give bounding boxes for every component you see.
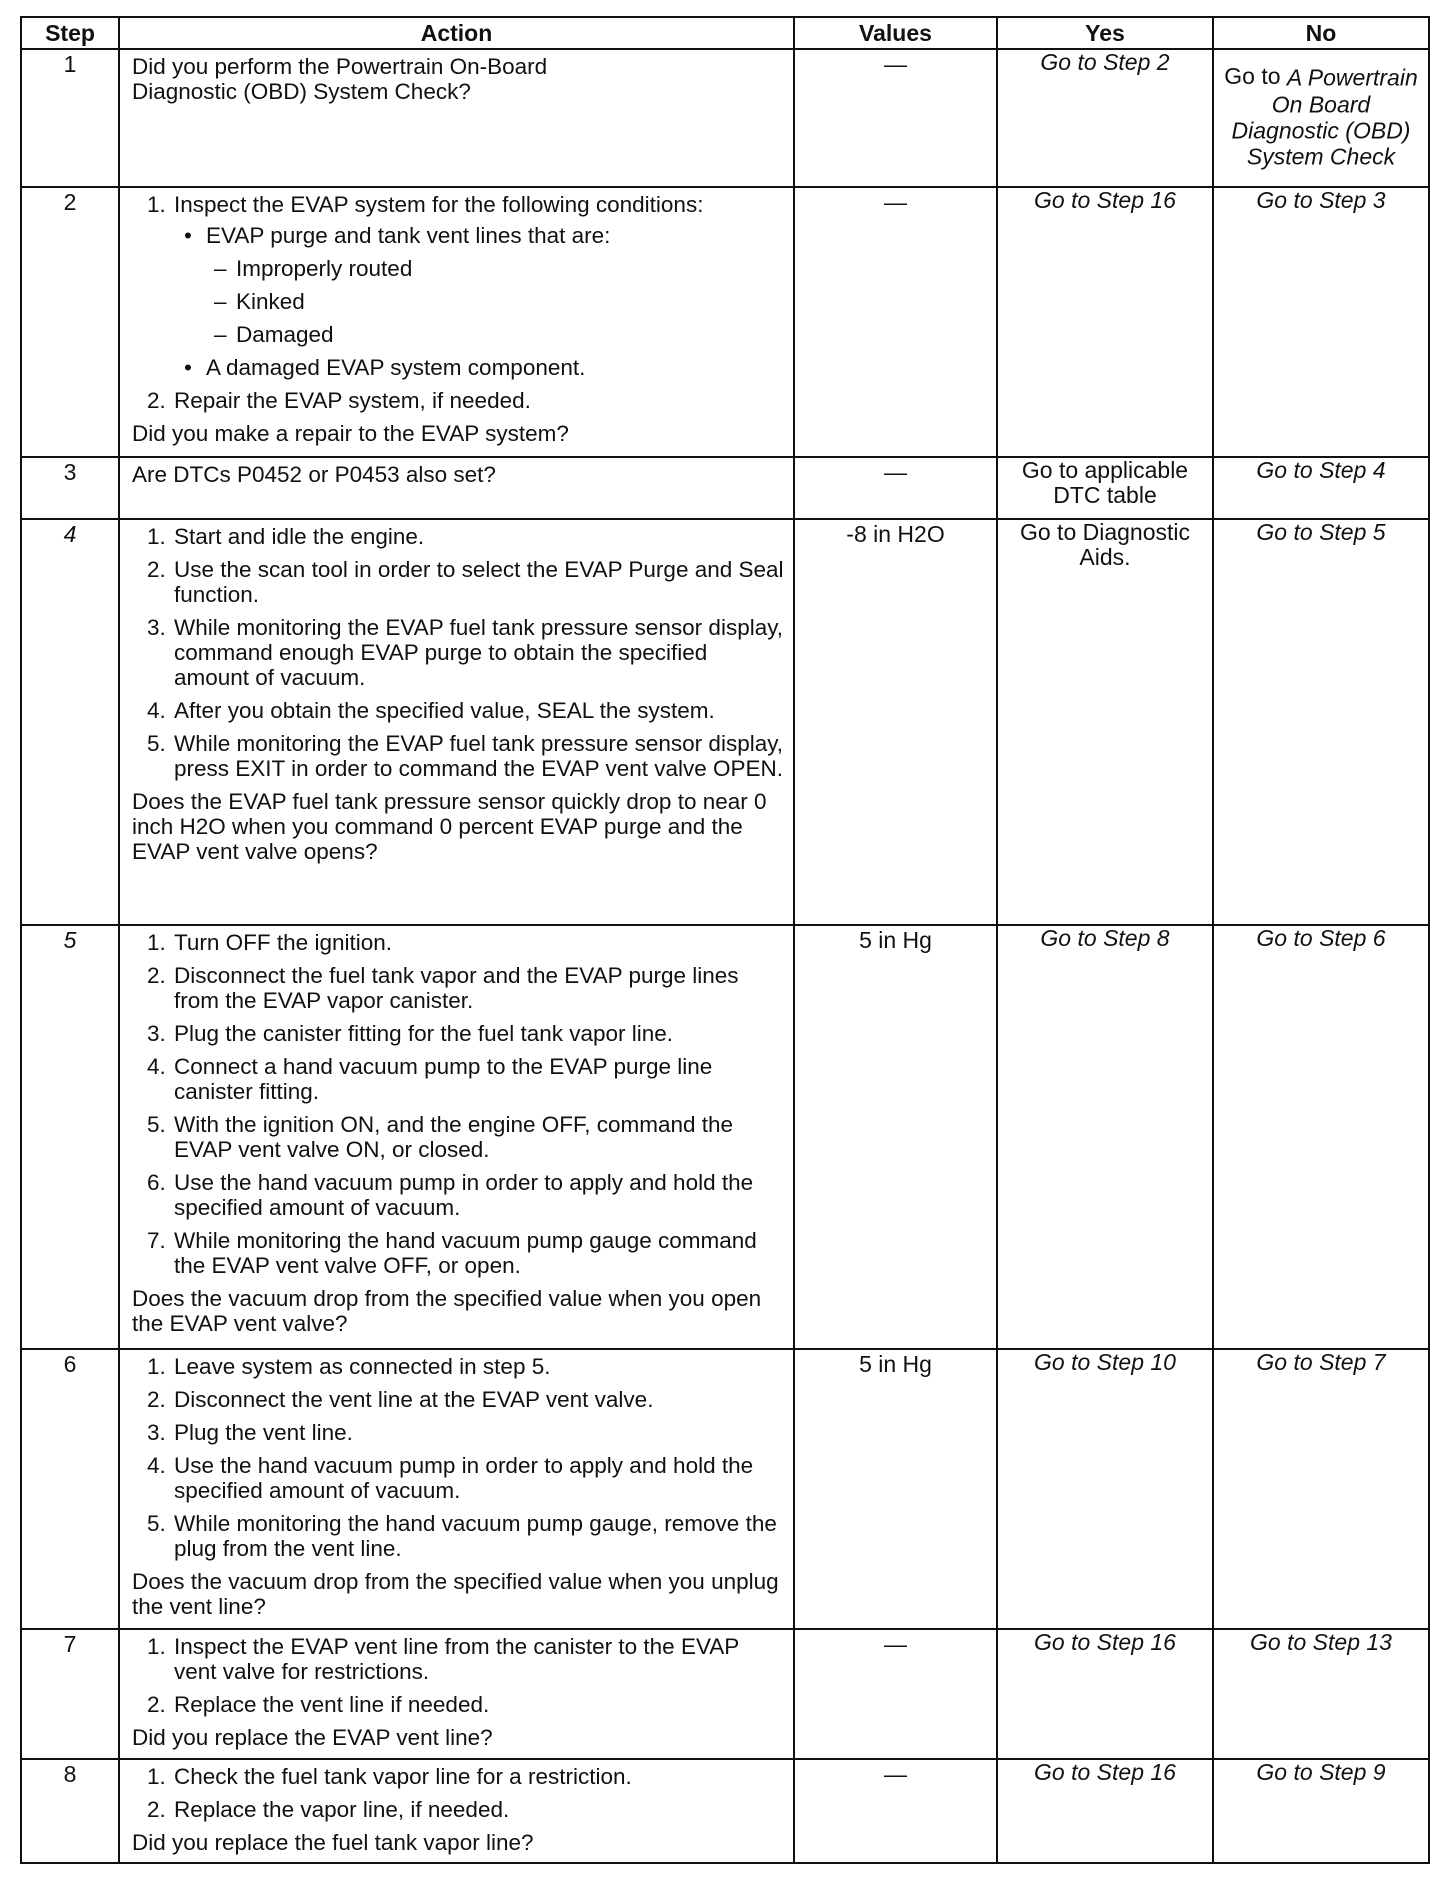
header-no: No — [1213, 17, 1429, 49]
header-yes: Yes — [997, 17, 1213, 49]
condition-item-text: EVAP purge and tank vent lines that are: — [206, 223, 611, 248]
yes-cell — [997, 519, 1213, 925]
value-cell: — — [794, 1759, 997, 1863]
value-cell: — — [794, 49, 997, 187]
action-item: 6. Use the hand vacuum pump in order to apply and hold the specified amount of vacuum. — [172, 1170, 787, 1220]
table-row-step-7 — [21, 1629, 1429, 1759]
action-cell — [119, 1349, 794, 1629]
action-question: Did you replace the fuel tank vapor line? — [132, 1830, 534, 1855]
action-question: Does the EVAP fuel tank pressure sensor quickly drop to near 0 inch H2O when you command 0 percent EVAP purge and the EVAP vent valve opens? — [132, 789, 767, 864]
action-item: 1. Turn OFF the ignition. — [172, 930, 787, 955]
action-item: 4. Connect a hand vacuum pump to the EVAP purge line canister fitting. — [172, 1054, 787, 1104]
action-item: 2. Replace the vapor line, if needed. — [172, 1797, 787, 1822]
no-cell[interactable]: Go to Step 9 — [1213, 1759, 1429, 1863]
header-action: Action — [119, 17, 794, 49]
step-number: 7 — [21, 1629, 119, 1759]
step-number: 1 — [21, 49, 119, 187]
header-values: Values — [794, 17, 997, 49]
value-cell: 5 in Hg — [794, 1349, 997, 1629]
no-cell[interactable]: Go to Step 5 — [1213, 519, 1429, 925]
action-item: 1. Check the fuel tank vapor line for a restriction. — [172, 1764, 787, 1789]
action-item — [172, 192, 787, 380]
action-item: 2. Replace the vent line if needed. — [172, 1692, 787, 1717]
action-cell — [119, 1629, 794, 1759]
action-item: 3. While monitoring the EVAP fuel tank pressure sensor display, command enough EVAP purge to obtain the specified amount of vacuum. — [172, 615, 787, 690]
action-item: 5. While monitoring the EVAP fuel tank pressure sensor display, press EXIT in order to command the EVAP vent valve OPEN. — [172, 731, 787, 781]
action-item: 5. While monitoring the hand vacuum pump gauge, remove the plug from the vent line. — [172, 1511, 787, 1561]
yes-cell-text: Go to applicable DTC table — [1021, 457, 1189, 508]
step-number: 8 — [21, 1759, 119, 1863]
action-item: 2. Repair the EVAP system, if needed. — [172, 388, 787, 413]
sub-condition-item: – Improperly routed — [234, 256, 787, 281]
action-item-text: Inspect the EVAP system for the following conditions: — [174, 192, 704, 217]
no-cell-prefix: Go to — [1224, 63, 1281, 90]
header-step: Step — [21, 17, 119, 49]
yes-cell — [997, 457, 1213, 519]
value-cell: 5 in Hg — [794, 925, 997, 1349]
table-row-step-8 — [21, 1759, 1429, 1863]
table-row-step-5 — [21, 925, 1429, 1349]
action-question: Did you replace the EVAP vent line? — [132, 1725, 493, 1750]
action-item: 5. With the ignition ON, and the engine OFF, command the EVAP vent valve ON, or closed. — [172, 1112, 787, 1162]
action-question: Did you perform the Powertrain On-Board Diagnostic (OBD) System Check? — [132, 54, 548, 104]
step-number: 4 — [21, 519, 119, 925]
step-number: 6 — [21, 1349, 119, 1629]
yes-cell: Go to Step 2 — [997, 49, 1213, 187]
diagnostic-table — [20, 16, 1430, 1864]
diagnostic-table-sheet — [20, 16, 1428, 1864]
no-cell — [1213, 49, 1429, 187]
action-question: Does the vacuum drop from the specified value when you unplug the vent line? — [132, 1569, 779, 1619]
action-list — [132, 1634, 787, 1717]
action-item: 3. Plug the vent line. — [172, 1420, 787, 1445]
value-cell: — — [794, 1629, 997, 1759]
yes-cell[interactable]: Go to Step 16 — [997, 1759, 1213, 1863]
value-cell: -8 in H2O — [794, 519, 997, 925]
no-cell[interactable]: Go to Step 13 — [1213, 1629, 1429, 1759]
action-item: 2. Disconnect the fuel tank vapor and the EVAP purge lines from the EVAP vapor canister. — [172, 963, 787, 1013]
action-item: 4. Use the hand vacuum pump in order to apply and hold the specified amount of vacuum. — [172, 1453, 787, 1503]
yes-cell[interactable]: Go to Step 10 — [997, 1349, 1213, 1629]
condition-item: • A damaged EVAP system component. — [204, 355, 787, 380]
action-list — [132, 1764, 787, 1822]
action-cell — [119, 187, 794, 457]
action-cell — [119, 457, 794, 519]
sub-condition-list — [206, 256, 787, 347]
table-row-step-2 — [21, 187, 1429, 457]
action-item: 7. While monitoring the hand vacuum pump gauge command the EVAP vent valve OFF, or open. — [172, 1228, 787, 1278]
action-list — [132, 1354, 787, 1561]
yes-cell[interactable]: Go to Step 16 — [997, 1629, 1213, 1759]
step-number: 5 — [21, 925, 119, 1349]
action-question: Does the vacuum drop from the specified value when you open the EVAP vent valve? — [132, 1286, 762, 1336]
table-row-step-4 — [21, 519, 1429, 925]
action-question: Did you make a repair to the EVAP system? — [132, 421, 569, 446]
no-cell[interactable]: Go to Step 3 — [1213, 187, 1429, 457]
action-list — [132, 930, 787, 1278]
action-item: 2. Use the scan tool in order to select the EVAP Purge and Seal function. — [172, 557, 787, 607]
header-row — [21, 17, 1429, 49]
sub-condition-item: – Damaged — [234, 322, 787, 347]
action-item: 4. After you obtain the specified value, SEAL the system. — [172, 698, 787, 723]
action-list — [132, 524, 787, 781]
table-row-step-3 — [21, 457, 1429, 519]
table-row-step-6 — [21, 1349, 1429, 1629]
action-cell — [119, 519, 794, 925]
no-cell-link[interactable]: A Powertrain On Board Diagnostic (OBD) System Check — [1231, 64, 1418, 170]
sub-condition-item: – Kinked — [234, 289, 787, 314]
step-number: 2 — [21, 187, 119, 457]
action-item: 1. Leave system as connected in step 5. — [172, 1354, 787, 1379]
action-cell — [119, 925, 794, 1349]
value-cell: — — [794, 457, 997, 519]
table-row-step-1 — [21, 49, 1429, 187]
yes-cell[interactable]: Go to Step 16 — [997, 187, 1213, 457]
step-number: 3 — [21, 457, 119, 519]
yes-cell-text: Go to Diagnostic Aids. — [1019, 519, 1191, 570]
condition-item — [204, 223, 787, 347]
condition-list — [174, 223, 787, 380]
yes-cell[interactable]: Go to Step 8 — [997, 925, 1213, 1349]
action-question: Are DTCs P0452 or P0453 also set? — [132, 462, 496, 487]
action-item: 2. Disconnect the vent line at the EVAP vent valve. — [172, 1387, 787, 1412]
action-cell — [119, 49, 794, 187]
action-item: 3. Plug the canister fitting for the fuel tank vapor line. — [172, 1021, 787, 1046]
no-cell[interactable]: Go to Step 7 — [1213, 1349, 1429, 1629]
no-cell[interactable]: Go to Step 4 — [1213, 457, 1429, 519]
action-item: 1. Start and idle the engine. — [172, 524, 787, 549]
action-cell — [119, 1759, 794, 1863]
value-cell: — — [794, 187, 997, 457]
action-list — [132, 192, 787, 413]
no-cell[interactable]: Go to Step 6 — [1213, 925, 1429, 1349]
action-item: 1. Inspect the EVAP vent line from the canister to the EVAP vent valve for restrictions. — [172, 1634, 787, 1684]
